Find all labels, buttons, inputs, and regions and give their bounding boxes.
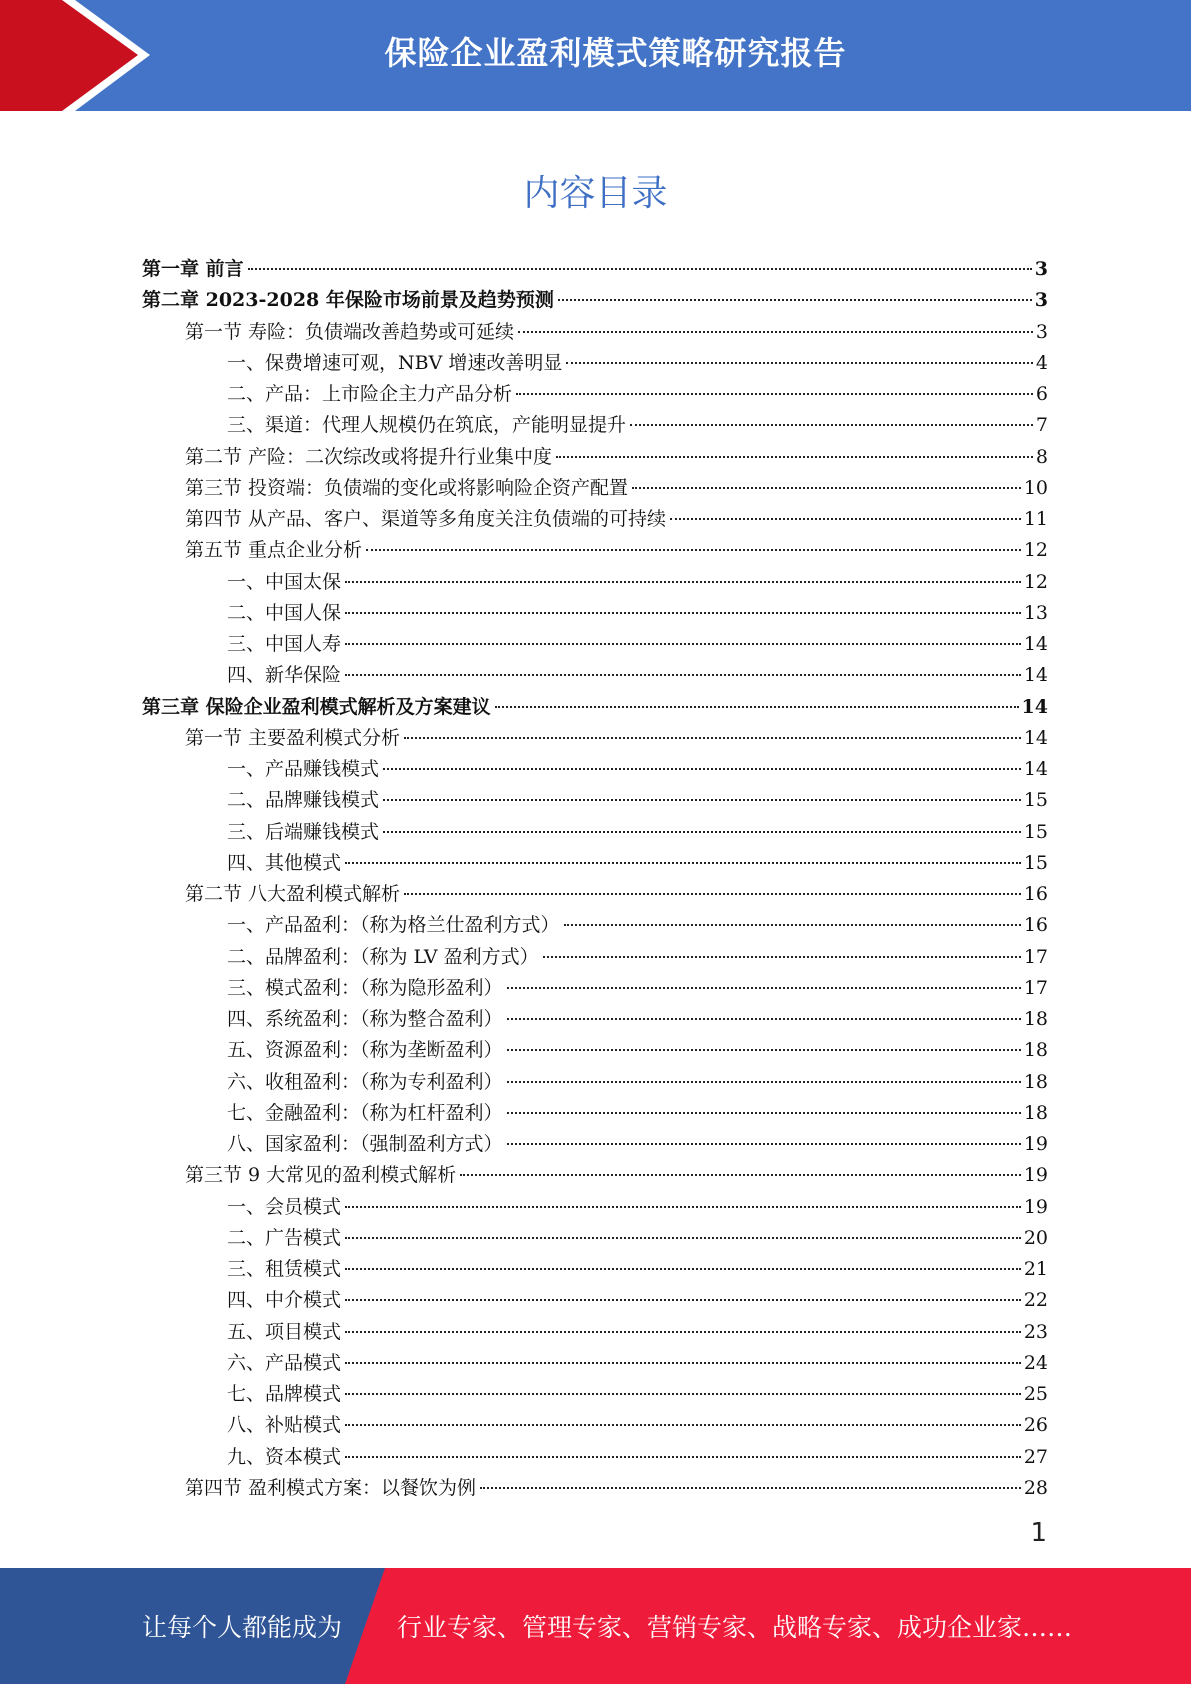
toc-entry-page: 26 <box>1023 1414 1048 1437</box>
toc-entry[interactable] <box>142 723 1048 754</box>
toc-entry-page: 3 <box>1034 258 1048 280</box>
toc-entry-title: 三、模式盈利：（称为隐形盈利） <box>227 976 503 999</box>
toc-entry[interactable] <box>142 285 1048 316</box>
toc-entry-page: 12 <box>1023 539 1048 562</box>
toc-entry-title: 四、中介模式 <box>227 1289 342 1312</box>
toc-entry-page: 20 <box>1023 1226 1048 1249</box>
toc-entry[interactable] <box>142 1004 1048 1035</box>
toc-leader-dots <box>366 549 1021 551</box>
toc-leader-dots <box>345 612 1021 614</box>
toc-entry-page: 25 <box>1023 1383 1048 1405</box>
toc-leader-dots <box>345 1206 1021 1208</box>
toc-entry-page: 22 <box>1023 1289 1048 1312</box>
toc-entry-page: 14 <box>1023 633 1048 655</box>
toc-leader-dots <box>507 987 1021 989</box>
toc-entry-page: 14 <box>1023 726 1048 749</box>
toc-entry[interactable] <box>142 442 1048 473</box>
toc-entry[interactable] <box>142 379 1048 410</box>
toc-entry-title: 八、国家盈利：（强制盈利方式） <box>227 1133 503 1155</box>
toc-entry-page: 23 <box>1023 1320 1048 1343</box>
toc-entry-page: 4 <box>1035 351 1048 374</box>
toc-entry[interactable] <box>142 629 1048 660</box>
toc-entry-title: 九、资本模式 <box>227 1445 342 1468</box>
toc-entry-title: 第二节 产险：二次综改或将提升行业集中度 <box>185 445 553 468</box>
toc-leader-dots <box>345 1362 1021 1364</box>
toc-leader-dots <box>556 456 1033 458</box>
toc-entry-page: 19 <box>1023 1195 1048 1218</box>
toc-leader-dots <box>404 893 1021 895</box>
toc-entry-page: 28 <box>1023 1476 1048 1499</box>
toc-entry-title: 三、中国人寿 <box>227 633 342 655</box>
toc-entry[interactable] <box>142 1129 1048 1160</box>
toc-entry-page: 27 <box>1023 1445 1048 1468</box>
toc-entry-title: 第四节 从产品、客户、渠道等多角度关注负债端的可持续 <box>185 508 667 530</box>
toc-entry-page: 7 <box>1035 414 1048 437</box>
toc-entry-page: 19 <box>1023 1164 1048 1187</box>
toc-leader-dots <box>564 924 1021 926</box>
toc-entry-title: 四、新华保险 <box>227 664 342 687</box>
toc-entry-title: 第二节 八大盈利模式解析 <box>185 883 401 905</box>
toc-entry-title: 一、产品赚钱模式 <box>227 758 380 780</box>
toc-entry-title: 一、会员模式 <box>227 1195 342 1218</box>
toc-entry-page: 14 <box>1023 758 1048 780</box>
toc-entry-title: 一、保费增速可观，NBV 增速改善明显 <box>227 351 563 374</box>
toc-entry-title: 第三节 投资端：负债端的变化或将影响险企资产配置 <box>185 476 629 499</box>
toc-leader-dots <box>632 487 1021 489</box>
toc-entry[interactable] <box>142 1348 1048 1379</box>
toc-entry-page: 16 <box>1023 914 1048 937</box>
toc-entry-page: 18 <box>1023 1039 1048 1062</box>
toc-leader-dots <box>480 1487 1021 1489</box>
toc-entry[interactable] <box>142 1035 1048 1066</box>
toc-entry[interactable] <box>142 1160 1048 1191</box>
toc-entry-page: 3 <box>1035 320 1048 343</box>
toc-leader-dots <box>345 1237 1021 1239</box>
toc-entry-page: 15 <box>1023 789 1048 812</box>
toc-heading: 内容目录 <box>523 173 668 214</box>
toc-entry-page: 21 <box>1023 1258 1048 1280</box>
toc-entry-page: 11 <box>1023 508 1048 530</box>
toc-entry-title: 六、收租盈利：（称为专利盈利） <box>227 1070 503 1093</box>
header-band <box>0 0 1191 111</box>
toc-leader-dots <box>404 737 1021 739</box>
toc-entry-page: 18 <box>1023 1101 1048 1124</box>
toc-leader-dots <box>630 424 1033 426</box>
toc-entry-title: 第四节 盈利模式方案：以餐饮为例 <box>185 1476 477 1499</box>
toc-entry[interactable] <box>142 254 1048 285</box>
footer-band <box>0 1568 1191 1684</box>
toc-entry[interactable] <box>142 1223 1048 1254</box>
toc-leader-dots <box>507 1018 1021 1020</box>
toc-entry-page: 18 <box>1023 1070 1048 1093</box>
toc-leader-dots <box>543 956 1021 958</box>
toc-leader-dots <box>345 581 1021 583</box>
toc-entry-page: 14 <box>1023 664 1048 687</box>
toc-entry-title: 二、品牌赚钱模式 <box>227 789 380 812</box>
toc-entry-page: 24 <box>1023 1351 1048 1374</box>
toc-entry[interactable] <box>142 1379 1048 1410</box>
footer-slogan-right: 行业专家、管理专家、营销专家、战略专家、成功企业家…… <box>397 1613 1073 1642</box>
toc-entry[interactable] <box>142 754 1048 785</box>
toc-entry-page: 15 <box>1023 820 1048 843</box>
toc-entry[interactable] <box>142 535 1048 566</box>
toc-leader-dots <box>558 299 1032 301</box>
toc-leader-dots <box>507 1112 1021 1114</box>
toc-entry-title: 一、中国太保 <box>227 570 342 593</box>
toc-entry-page: 6 <box>1035 383 1048 405</box>
toc-entry[interactable] <box>142 1067 1048 1098</box>
toc-entry[interactable] <box>142 1410 1048 1441</box>
toc-entry[interactable] <box>142 1473 1048 1504</box>
toc-entry-title: 二、广告模式 <box>227 1226 342 1249</box>
toc-entry[interactable] <box>142 942 1048 973</box>
toc-entry-title: 第五节 重点企业分析 <box>185 539 363 562</box>
toc-leader-dots <box>495 706 1019 708</box>
toc-entry-page: 12 <box>1023 570 1048 593</box>
toc-entry[interactable] <box>142 473 1048 504</box>
toc-entry[interactable] <box>142 973 1048 1004</box>
toc-leader-dots <box>566 362 1033 364</box>
toc-entry[interactable] <box>142 1317 1048 1348</box>
toc-leader-dots <box>345 1299 1021 1301</box>
toc-leader-dots <box>383 799 1021 801</box>
toc-leader-dots <box>248 268 1032 270</box>
toc-entry[interactable] <box>142 1254 1048 1285</box>
toc-leader-dots <box>383 831 1021 833</box>
toc-entry-title: 八、补贴模式 <box>227 1414 342 1437</box>
toc-entry-title: 二、中国人保 <box>227 601 342 624</box>
toc-entry-title: 二、品牌盈利：（称为 LV 盈利方式） <box>227 945 539 968</box>
toc-entry-title: 第一节 主要盈利模式分析 <box>185 726 401 749</box>
toc-entry[interactable] <box>142 410 1048 441</box>
toc-entry-title: 四、其他模式 <box>227 851 342 874</box>
page-number: 1 <box>1030 1518 1047 1548</box>
toc-entry[interactable] <box>142 1442 1048 1473</box>
toc-entry-title: 六、产品模式 <box>227 1351 342 1374</box>
toc-leader-dots <box>345 1393 1021 1395</box>
toc-entry[interactable] <box>142 848 1048 879</box>
toc-entry-title: 第三节 9 大常见的盈利模式解析 <box>185 1164 457 1187</box>
toc-leader-dots <box>507 1081 1021 1083</box>
toc-leader-dots <box>518 331 1033 333</box>
toc-entry-title: 三、渠道：代理人规模仍在筑底，产能明显提升 <box>227 414 627 437</box>
toc-entry-title: 三、租赁模式 <box>227 1258 342 1280</box>
toc-entry-title: 第二章 2023-2028 年保险市场前景及趋势预测 <box>142 289 554 312</box>
toc-entry-title: 三、后端赚钱模式 <box>227 820 380 843</box>
toc-leader-dots <box>345 1331 1021 1333</box>
toc-entry[interactable] <box>142 1192 1048 1223</box>
toc-entry[interactable] <box>142 817 1048 848</box>
toc-entry[interactable] <box>142 598 1048 629</box>
toc-leader-dots <box>345 862 1021 864</box>
toc-entry-title: 五、项目模式 <box>227 1320 342 1343</box>
toc-leader-dots <box>345 1456 1021 1458</box>
toc-entry-page: 15 <box>1023 851 1048 874</box>
toc-entry-page: 13 <box>1023 601 1048 624</box>
toc-entry[interactable] <box>142 660 1048 691</box>
toc-entry-page: 8 <box>1035 445 1048 468</box>
toc-entry-title: 第三章 保险企业盈利模式解析及方案建议 <box>142 695 491 718</box>
toc-leader-dots <box>345 1268 1021 1270</box>
toc-entry[interactable] <box>142 1098 1048 1129</box>
report-title: 保险企业盈利模式策略研究报告 <box>384 34 847 72</box>
toc-leader-dots <box>460 1174 1021 1176</box>
toc-entry[interactable] <box>142 317 1048 348</box>
toc-entry-page: 18 <box>1023 1008 1048 1030</box>
footer-slogan-left: 让每个人都能成为 <box>142 1613 343 1642</box>
toc-leader-dots <box>383 768 1021 770</box>
toc-leader-dots <box>345 1424 1021 1426</box>
toc-entry[interactable] <box>142 692 1048 723</box>
toc-entry[interactable] <box>142 348 1048 379</box>
table-of-contents <box>142 254 1048 1504</box>
toc-entry-title: 二、产品：上市险企主力产品分析 <box>227 383 513 405</box>
toc-entry[interactable] <box>142 910 1048 941</box>
toc-leader-dots <box>516 393 1033 395</box>
toc-entry[interactable] <box>142 785 1048 816</box>
toc-entry[interactable] <box>142 1285 1048 1316</box>
toc-leader-dots <box>345 674 1021 676</box>
toc-entry-title: 第一章 前言 <box>142 258 244 280</box>
toc-entry-title: 五、资源盈利：（称为垄断盈利） <box>227 1039 503 1062</box>
toc-entry-page: 19 <box>1023 1133 1048 1155</box>
toc-leader-dots <box>507 1049 1021 1051</box>
toc-leader-dots <box>345 643 1021 645</box>
toc-entry-page: 17 <box>1023 945 1048 968</box>
toc-leader-dots <box>507 1143 1021 1145</box>
toc-entry[interactable] <box>142 879 1048 910</box>
toc-entry-page: 3 <box>1034 289 1048 312</box>
toc-entry-page: 14 <box>1021 695 1048 718</box>
toc-entry[interactable] <box>142 567 1048 598</box>
toc-entry[interactable] <box>142 504 1048 535</box>
toc-entry-title: 四、系统盈利：（称为整合盈利） <box>227 1008 503 1030</box>
toc-entry-title: 一、产品盈利：（称为格兰仕盈利方式） <box>227 914 560 937</box>
toc-entry-page: 17 <box>1023 976 1048 999</box>
toc-entry-page: 16 <box>1023 883 1048 905</box>
toc-entry-title: 七、金融盈利：（称为杠杆盈利） <box>227 1101 503 1124</box>
toc-entry-page: 10 <box>1023 476 1048 499</box>
toc-entry-title: 第一节 寿险：负债端改善趋势或可延续 <box>185 320 515 343</box>
toc-entry-title: 七、品牌模式 <box>227 1383 342 1405</box>
toc-leader-dots <box>670 518 1021 520</box>
